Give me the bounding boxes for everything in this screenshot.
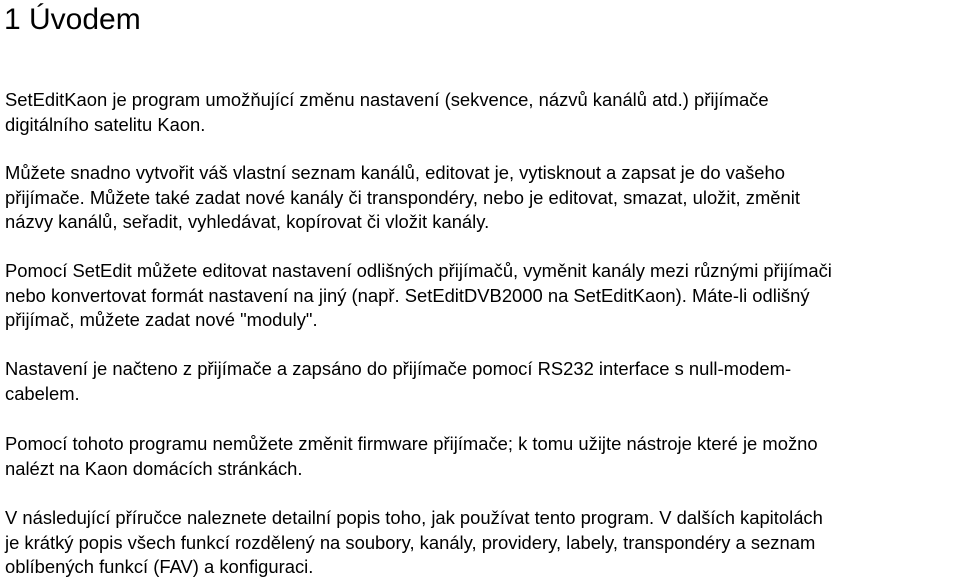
text-line: V následující příručce naleznete detailní popis toho, jak používat tento program. V dalších kapitolách xyxy=(5,507,823,528)
text-line: cabelem. xyxy=(5,382,80,404)
text-line: je krátký popis všech funkcí rozdělený na soubory, kanály, providery, labely, transpondéry a seznam xyxy=(5,531,816,553)
text-line: Můžete snadno vytvořit váš vlastní seznam kanálů, editovat je, vytisknout a zapsat je do vašeho xyxy=(5,162,785,183)
text-line: digitálního satelitu Kaon. xyxy=(5,113,206,135)
text-line: přijímač, můžete zadat nové "moduly". xyxy=(5,309,318,330)
text-line: oblíbených funkcí (FAV) a konfiguraci. xyxy=(5,556,314,577)
paragraph-features xyxy=(5,161,959,235)
text-line: přijímače. Můžete také zadat nové kanály či transpondéry, nebo je editovat, smazat, uložit, změnit xyxy=(5,186,800,208)
paragraph-intro xyxy=(5,88,959,137)
paragraph-manual-overview xyxy=(5,506,959,580)
text-line: nebo konvertovat formát nastavení na jiný (např. SetEditDVB2000 na SetEditKaon). Máte-li odlišný xyxy=(5,284,810,306)
text-line: SetEditKaon je program umožňující změnu nastavení (sekvence, názvů kanálů atd.) přijímače xyxy=(5,89,769,110)
text-line: Nastavení je načteno z přijímače a zapsáno do přijímače pomocí RS232 interface s null-modem- xyxy=(5,358,792,379)
text-line: Pomocí SetEdit můžete editovat nastavení odlišných přijímačů, vyměnit kanály mezi různými přijímači xyxy=(5,260,832,281)
paragraph-rs232 xyxy=(5,357,959,406)
chapter-heading: 1 Úvodem xyxy=(4,3,141,36)
text-line: Pomocí tohoto programu nemůžete změnit firmware přijímače; k tomu užijte nástroje které je možno xyxy=(5,433,818,454)
paragraph-firmware xyxy=(5,432,959,481)
paragraph-receivers xyxy=(5,259,959,333)
text-line: názvy kanálů, seřadit, vyhledávat, kopírovat či vložit kanály. xyxy=(5,211,490,232)
text-line: nalézt na Kaon domácích stránkách. xyxy=(5,457,303,479)
